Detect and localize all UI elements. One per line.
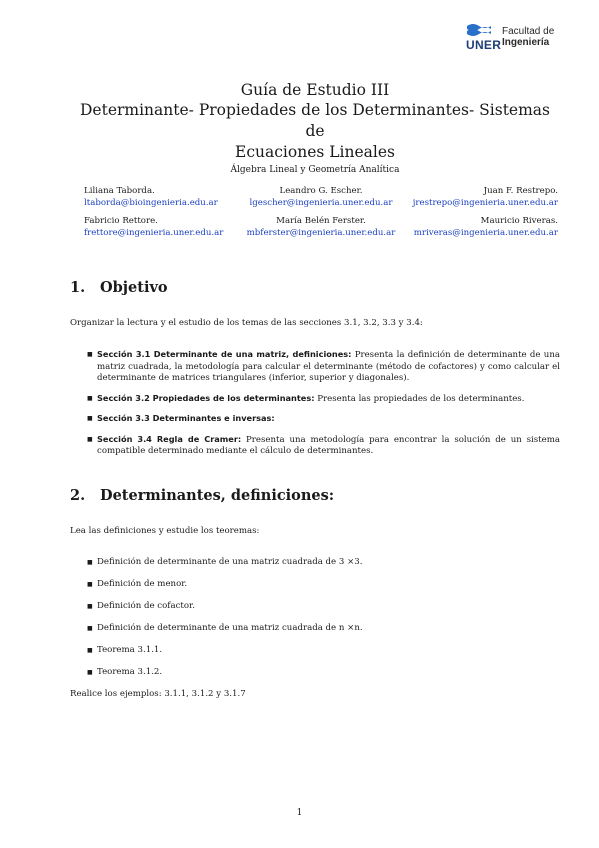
author-email[interactable]: mbferster@ingenieria.uner.edu.ar	[246, 227, 396, 238]
title-line-3: Ecuaciones Lineales	[235, 143, 395, 161]
list-item: ■ Definición de determinante de una matriz cuadrada de 3 ×3.	[70, 557, 560, 569]
author-email[interactable]: jrestrepo@ingenieria.uner.edu.ar	[412, 197, 558, 208]
author: Mauricio Riveras. mriveras@ingenieria.uner.edu.ar	[408, 216, 560, 239]
author-email[interactable]: ltaborda@bioingenieria.edu.ar	[84, 197, 218, 208]
list-item: ■ Sección 3.1 Determinante de una matriz, definiciones: Presenta la definición de determinante de una matriz cuadrada, la metodología para calcular el determinante (método de cofactores) y como calcular el determinante de matrices triangulares (inferior, superior y diagonales).	[70, 349, 560, 385]
section-2-intro: Lea las definiciones y estudie los teoremas:	[70, 526, 260, 536]
list-item: ■ Definición de cofactor.	[70, 601, 560, 613]
section-2-list	[70, 557, 560, 689]
list-item: ■ Definición de determinante de una matriz cuadrada de n ×n.	[70, 623, 560, 635]
author: María Belén Ferster. mbferster@ingenieria.uner.edu.ar	[246, 216, 396, 238]
section-2-outro: Realice los ejemplos: 3.1.1, 3.1.2 y 3.1.7	[70, 689, 246, 699]
uner-wordmark: UNER	[466, 38, 502, 52]
author-email[interactable]: mriveras@ingenieria.uner.edu.ar	[413, 227, 558, 238]
section-1-list	[70, 349, 560, 466]
waves-icon	[466, 22, 492, 38]
author-email[interactable]: lgescher@ingenieria.uner.edu.ar	[249, 197, 393, 208]
uner-logo	[466, 22, 566, 52]
section-1-intro: Organizar la lectura y el estudio de los temas de las secciones 3.1, 3.2, 3.3 y 3.4:	[70, 318, 423, 328]
author-email[interactable]: frettore@ingenieria.uner.edu.ar	[84, 227, 224, 238]
author: Liliana Taborda. ltaborda@bioingenieria.edu.ar	[70, 186, 234, 209]
page-number: 1	[296, 808, 303, 818]
author: Leandro G. Escher. lgescher@ingenieria.uner.edu.ar	[246, 186, 396, 209]
list-item: ■ Sección 3.2 Propiedades de los determinantes: Presenta las propiedades de los determinantes.	[70, 393, 560, 406]
document-title	[70, 80, 560, 175]
section-1-heading: 1. Objetivo	[70, 279, 168, 296]
title-line-1: Guía de Estudio III	[240, 81, 390, 99]
list-item: ■ Sección 3.3 Determinantes e inversas:	[70, 413, 560, 426]
course-subtitle: Álgebra Lineal y Geometría Analítica	[230, 165, 400, 175]
faculty-name: Facultad de Ingeniería	[502, 26, 555, 48]
list-item: ■ Teorema 3.1.1.	[70, 645, 560, 657]
author-list	[70, 186, 560, 246]
list-item: ■ Sección 3.4 Regla de Cramer: Presenta una metodología para encontrar la solución de un sistema compatible determinado mediante el cálculo de determinantes.	[70, 434, 560, 458]
author: Juan F. Restrepo. jrestrepo@ingenieria.uner.edu.ar	[408, 186, 560, 209]
author: Fabricio Rettore. frettore@ingenieria.uner.edu.ar	[70, 216, 234, 239]
list-item: ■ Teorema 3.1.2.	[70, 667, 560, 679]
section-2-heading: 2. Determinantes, definiciones:	[70, 487, 335, 504]
list-item: ■ Definición de menor.	[70, 579, 560, 591]
title-line-2: Determinante- Propiedades de los Determinantes- Sistemas de	[79, 101, 550, 140]
